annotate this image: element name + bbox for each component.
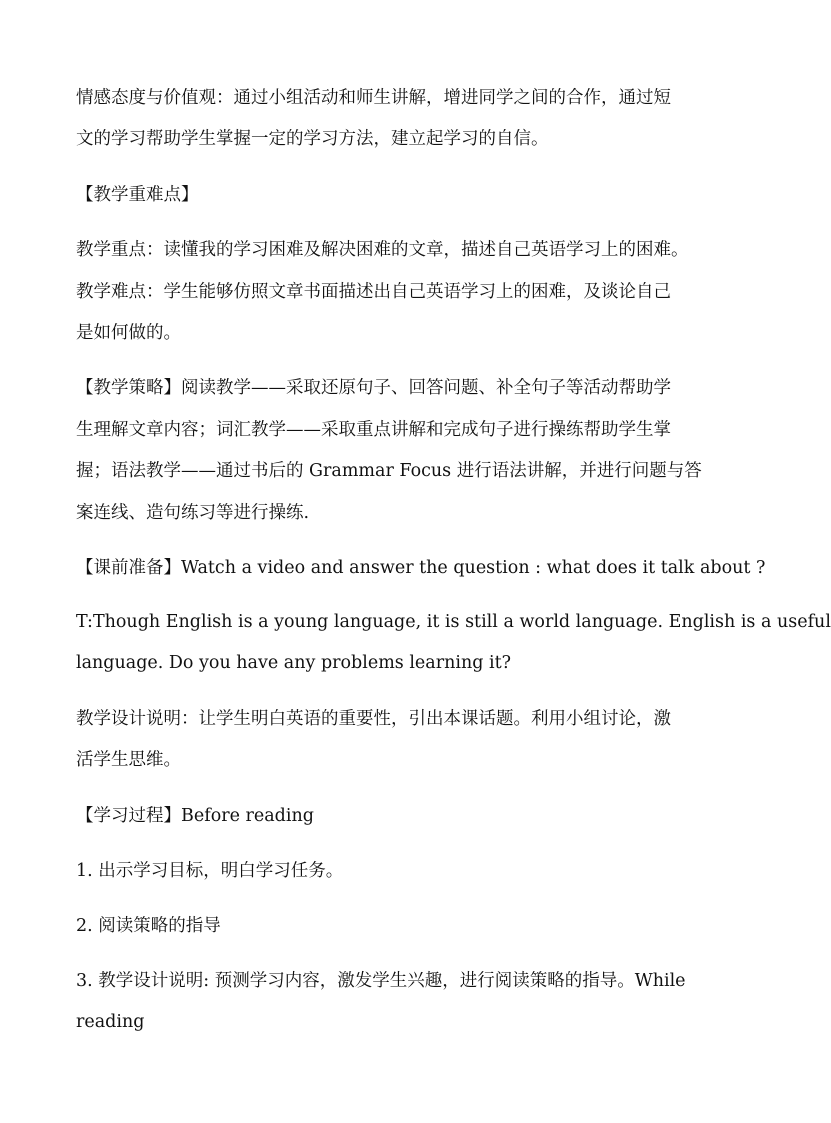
process-step-3-line-1: 3. 教学设计说明: 预测学习内容，激发学生兴趣，进行阅读策略的指导。While [76,971,686,991]
design-note-line-2: 活学生思维。 [76,750,181,770]
preparation-line: 【课前准备】Watch a video and answer the question : what does it talk about ? [76,558,766,578]
process-step-1: 1. 出示学习目标，明白学习任务。 [76,861,344,881]
design-note-line-1: 教学设计说明：让学生明白英语的重要性，引出本课话题。利用小组讨论，激 [76,709,671,729]
teaching-focus-line: 教学重点：读懂我的学习困难及解决困难的文章，描述自己英语学习上的困难。 [76,240,689,260]
strategy-line-4: 案连线、造句练习等进行操练. [76,503,310,523]
attitude-values-line-2: 文的学习帮助学生掌握一定的学习方法，建立起学习的自信。 [76,129,549,149]
process-step-2: 2. 阅读策略的指导 [76,916,221,936]
attitude-values-line-1: 情感态度与价值观：通过小组活动和师生讲解，增进同学之间的合作，通过短 [76,88,671,108]
key-difficult-heading: 【教学重难点】 [76,185,199,205]
strategy-line-2: 生理解文章内容；词汇教学——采取重点讲解和完成句子进行操练帮助学生掌 [76,420,671,440]
teaching-difficulty-line-1: 教学难点：学生能够仿照文章书面描述出自己英语学习上的困难，及谈论自己 [76,282,671,302]
strategy-line-1: 【教学策略】阅读教学——采取还原句子、回答问题、补全句子等活动帮助学 [76,378,671,398]
strategy-line-3: 握；语法教学——通过书后的 Grammar Focus 进行语法讲解，并进行问题与答 [76,461,702,481]
teacher-prompt-line-1: T:Though English is a young language, it is still a world language. English is a useful [76,612,831,632]
teaching-difficulty-line-2: 是如何做的。 [76,323,181,343]
learning-process-heading: 【学习过程】Before reading [76,806,314,826]
process-step-3-line-2: reading [76,1012,145,1032]
teacher-prompt-line-2: language. Do you have any problems learning it? [76,653,512,673]
